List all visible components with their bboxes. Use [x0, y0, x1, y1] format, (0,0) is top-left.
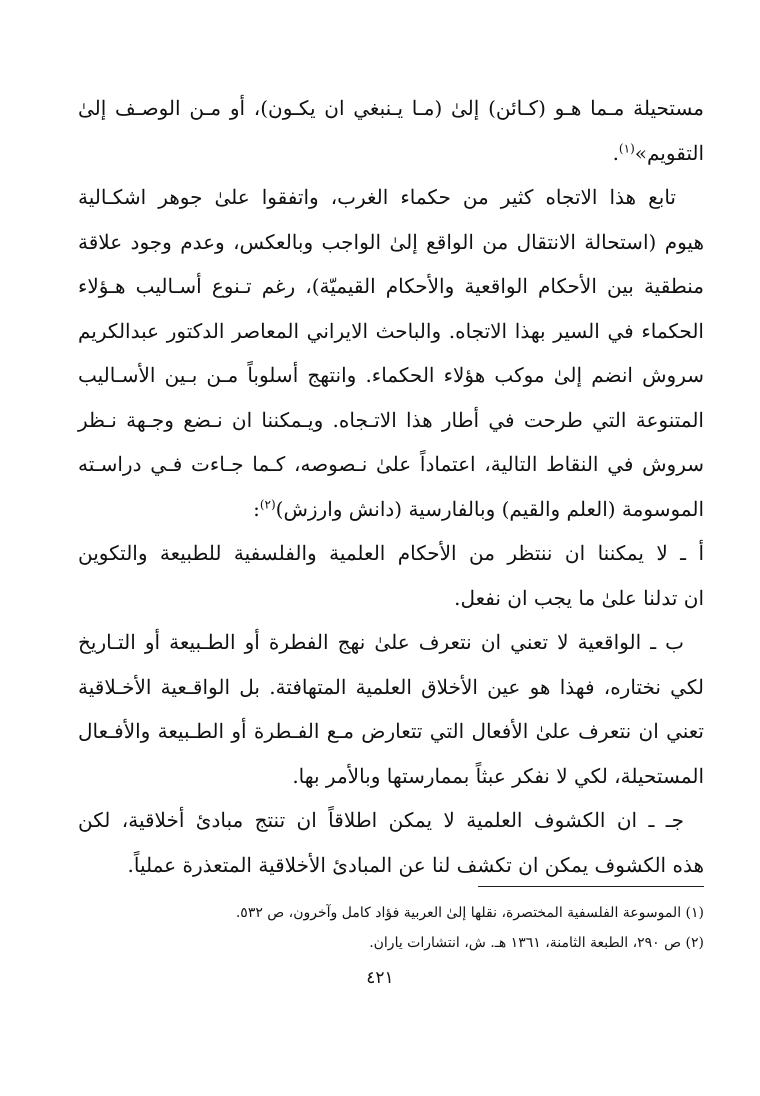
footnote-separator [478, 886, 704, 887]
text-line: تعني ان نتعرف علىٰ الأفعال التي تتعارض مـع الفـطرة أو الطـبيعة والأفـعال [78, 719, 704, 743]
body-text [78, 86, 704, 887]
page-number: ٤٢١ [366, 968, 394, 988]
line-punctuation: . [612, 140, 619, 165]
text-line: مستحيلة مـما هـو (كـائن) إلىٰ (مـا يـنبغي ان يكـون)، أو مـن الوصـف إلىٰ [78, 96, 704, 120]
paragraph-continuation [78, 86, 704, 175]
footnote-1: (١) الموسوعة الفلسفية المختصرة، نقلها إلىٰ العربية فؤاد كامل وآخرون، ص ٥٣٢. [235, 905, 704, 921]
text-line: المستحيلة، لكي لا نفكر عبثاً بممارستها وبالأمر بها. [292, 763, 704, 788]
text-line-indented: ب ـ الواقعية لا تعني ان نتعرف علىٰ نهج الفطرة أو الطـبيعة أو التـاريخ [78, 630, 684, 654]
text-line: منطقية بين الأحكام الواقعية والأحكام القيميّة)، رغم تـنوع أسـاليب هـؤلاء [78, 274, 704, 298]
paragraph-point-c [78, 798, 704, 887]
text-line-content: التقويم» [634, 140, 704, 165]
text-line-indented: جـ ـ ان الكشوف العلمية لا يمكن اطلاقاً ان تنتج مبادئ أخلاقية، لكن [78, 808, 684, 832]
footnote-ref-2[interactable]: (٢) [259, 496, 276, 511]
paragraph-point-b [78, 620, 704, 798]
text-line: سروش انضم إلىٰ موكب هؤلاء الحكماء. وانتهج أسلوباً مـن بـين الأسـاليب [78, 363, 704, 387]
footnotes [150, 898, 704, 958]
text-line-indented: تابع هذا الاتجاه كثير من حكماء الغرب، واتفقوا علىٰ جوهر اشكـالية [78, 185, 676, 209]
paragraph-hume-problem [78, 175, 704, 531]
paragraph-point-a [78, 531, 704, 620]
text-line [78, 487, 704, 532]
text-line-content: الموسومة (العلم والقيم) وبالفارسية (دانش وارزش) [275, 496, 704, 521]
text-line: سروش في النقاط التالية، اعتماداً علىٰ نـصوصه، كـما جـاءت فـي دراسـته [78, 452, 704, 476]
text-line: ان تدلنا علىٰ ما يجب ان نفعل. [454, 585, 704, 610]
text-line [78, 131, 704, 176]
line-punctuation: : [253, 496, 260, 521]
text-line: لكي نختاره، فهذا هو عين الأخلاق العلمية المتهافتة. بل الواقـعية الأخـلاقية [78, 674, 704, 699]
text-line: هيوم (استحالة الانتقال من الواقع إلىٰ الواجب وبالعكس، وعدم وجود علاقة [78, 229, 704, 254]
text-line: هذه الكشوف يمكن ان تكشف لنا عن المبادئ الأخلاقية المتعذرة عملياً. [127, 852, 704, 877]
text-line: الحكماء في السير بهذا الاتجاه. والباحث الايراني المعاصر الدكتور عبدالكريم [78, 318, 704, 343]
text-line: أ ـ لا يمكننا ان ننتظر من الأحكام العلمية والفلسفية للطبيعة والتكوين [78, 541, 704, 565]
text-line: المتنوعة التي طرحت في أطار هذا الاتـجاه. ويـمكننا ان نـضع وجـهة نـظر [78, 407, 704, 432]
footnote-2: (٢) ص ٢٩٠، الطبعة الثامنة، ١٣٦١ هـ. ش، انتشارات ياران. [369, 935, 704, 951]
footnote-ref-1[interactable]: (١) [618, 140, 635, 155]
